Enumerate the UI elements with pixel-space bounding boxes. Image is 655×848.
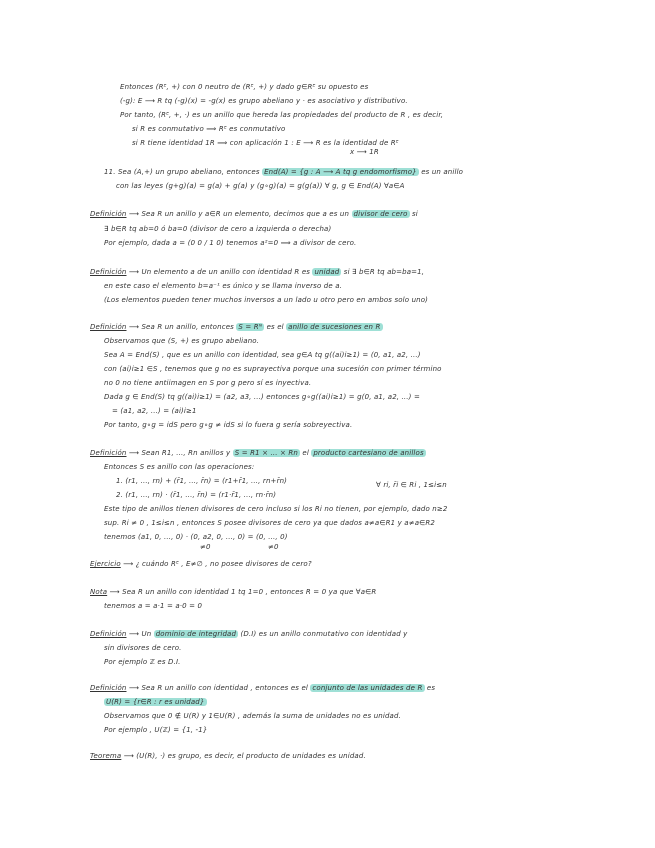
text-line: Entonces (Rᴱ, +) con 0 neutro de (Rᴱ, +) y dado g∈Rᴱ su opuesto es xyxy=(120,83,369,91)
section-heading: Teorema xyxy=(90,752,122,760)
highlight: U(R) = {r∈R : r es unidad} xyxy=(106,698,205,706)
text-line: Dada g ∈ End(S) tq g((ai)i≥1) = (a2, a3, ...) entonces g∘g((ai)i≥1) = g(0, a1, a2, ...) = xyxy=(104,393,420,401)
text-line: ≠0 xyxy=(200,543,211,551)
highlight: unidad xyxy=(314,268,340,276)
text-span: ⟶ Sea R un anillo, entonces xyxy=(128,323,234,331)
text-line: = (a1, a2, ...) = (ai)i≥1 xyxy=(112,407,197,415)
section-heading: Ejercicio xyxy=(90,560,121,568)
text-span: (D.I) es un anillo conmutativo con identidad y xyxy=(240,630,408,638)
text-line: 2. (r1, ..., rn) · (r̄1, ..., r̄n) = (r1·r̄1, ..., rn·r̄n) xyxy=(116,491,277,499)
text-span: ⟶ Un xyxy=(128,630,152,638)
text-line: Este tipo de anillos tienen divisores de cero incluso si los Ri no tienen, por ejemplo, dado n≥2 xyxy=(104,505,448,513)
section-heading: Definición xyxy=(90,323,127,331)
section-heading: Definición xyxy=(90,630,127,638)
text-span: ⟶ Sea R un anillo con identidad 1 tq 1=0 , entonces R = 0 ya que ∀a∈R xyxy=(109,588,377,596)
highlight: End(A) = {g : A ⟶ A tq g endomorfismo} xyxy=(264,168,417,176)
section-heading: Definición xyxy=(90,684,127,692)
text-line: 1. (r1, ..., rn) + (r̄1, ..., r̄n) = (r1+r̄1, ..., rn+r̄n) xyxy=(116,477,288,485)
text-line: Observamos que 0 ∉ U(R) y 1∈U(R) , además la suma de unidades no es unidad. xyxy=(104,712,401,720)
text-line xyxy=(104,698,207,707)
highlight: producto cartesiano de anillos xyxy=(313,449,424,457)
text-span: es xyxy=(426,684,436,692)
text-line: x ⟶ 1R xyxy=(350,148,379,156)
text-span: el xyxy=(302,449,309,457)
text-line: Por ejemplo , U(ℤ) = {1, -1} xyxy=(104,726,208,734)
text-span: ⟶ Sea R un anillo con identidad , entonces es el xyxy=(128,684,309,692)
text-span: es el xyxy=(266,323,284,331)
highlight: S = R1 × ... × Rn xyxy=(234,449,298,457)
text-line: con (ai)i≥1 ∈S , tenemos que g no es suprayectiva porque una sucesión con primer término xyxy=(104,365,442,373)
text-span: ⟶ ¿ cuándo Rᴱ , E≠∅ , no posee divisores de cero? xyxy=(123,560,312,568)
text-line: sup. Ri ≠ 0 , 1≤i≤n , entonces S posee divisores de cero ya que dados a≠a∈R1 y a≠a∈R2 xyxy=(104,519,436,527)
highlight: dominio de integridad xyxy=(155,630,237,638)
text-line: Sea A = End(S) , que es un anillo con identidad, sea g∈A tq g((ai)i≥1) = (0, a1, a2, ...) xyxy=(104,351,421,359)
highlight: S = Rᴺ xyxy=(238,323,263,331)
text-line: Por tanto, (Rᴱ, +, ·) es un anillo que hereda las propiedades del producto de R , es decir, xyxy=(120,111,444,119)
text-line: Por tanto, g∘g = idS pero g∘g ≠ idS si lo fuera g sería sobreyectiva. xyxy=(104,421,353,429)
text-line: (-g): E ⟶ R tq (-g)(x) = -g(x) es grupo abeliano y · es asociativo y distributivo. xyxy=(120,97,408,105)
highlight: divisor de cero xyxy=(353,210,408,218)
section-heading: Definición xyxy=(90,449,127,457)
text-line xyxy=(104,168,463,177)
text-line xyxy=(90,560,312,569)
text-span: ⟶ Sean R1, ..., Rn anillos y xyxy=(128,449,231,457)
text-line xyxy=(90,268,424,277)
text-span: ⟶ Un elemento a de un anillo con identidad R es xyxy=(128,268,311,276)
text-span: si xyxy=(411,210,418,218)
text-line: tenemos (a1, 0, ..., 0) · (0, a2, 0, ..., 0) = (0, ..., 0) xyxy=(104,533,288,541)
text-line: Entonces S es anillo con las operaciones: xyxy=(104,463,255,471)
text-line xyxy=(90,210,418,219)
highlight: anillo de sucesiones en R xyxy=(288,323,381,331)
text-span: si ∃ b∈R tq ab=ba=1, xyxy=(343,268,425,276)
text-line xyxy=(90,323,383,332)
text-line: Por ejemplo, dada a = (0 0 / 1 0) tenemos a²=0 ⟹ a divisor de cero. xyxy=(104,239,357,247)
section-heading: Nota xyxy=(90,588,108,596)
text-line: ∃ b∈R tq ab=0 ó ba=0 (divisor de cero a izquierda o derecha) xyxy=(104,225,332,233)
text-line: no 0 no tiene antiimagen en S por g pero sí es inyectiva. xyxy=(104,379,312,387)
text-line: con las leyes (g+g)(a) = g(a) + g(a) y (g∘g)(a) = g(g(a)) ∀ g, g ∈ End(A) ∀a∈A xyxy=(116,182,405,190)
text-line: en este caso el elemento b=a⁻¹ es único y se llama inverso de a. xyxy=(104,282,343,290)
text-span: 11. Sea (A,+) un grupo abeliano, entonces xyxy=(104,168,260,176)
text-line xyxy=(90,449,426,458)
text-line: tenemos a = a·1 = a·0 = 0 xyxy=(104,602,203,610)
text-line: Observamos que (S, +) es grupo abeliano. xyxy=(104,337,260,345)
text-line: ≠0 xyxy=(268,543,279,551)
text-span: ⟶ Sea R un anillo y a∈R un elemento, decimos que a es un xyxy=(128,210,350,218)
highlight: conjunto de las unidades de R xyxy=(312,684,423,692)
text-line xyxy=(90,684,435,693)
text-span: es un anillo xyxy=(421,168,464,176)
text-span: ⟶ (U(R), ·) es grupo, es decir, el producto de unidades es unidad. xyxy=(123,752,366,760)
text-line: si R es conmutativo ⟹ Rᴱ es conmutativo xyxy=(132,125,286,133)
text-line: sin divisores de cero. xyxy=(104,644,182,652)
text-line: si R tiene identidad 1R ⟹ con aplicación 1 : E ⟶ R es la identidad de Rᴱ xyxy=(132,139,399,147)
text-line xyxy=(90,752,366,761)
section-heading: Definición xyxy=(90,268,127,276)
text-line: (Los elementos pueden tener muchos inversos a un lado u otro pero en ambos solo uno) xyxy=(104,296,429,304)
text-line: Por ejemplo ℤ es D.I. xyxy=(104,658,181,666)
text-line xyxy=(90,630,407,639)
section-heading: Definición xyxy=(90,210,127,218)
text-line: ∀ ri, r̄i ∈ Ri , 1≤i≤n xyxy=(376,481,447,489)
text-line xyxy=(90,588,376,597)
